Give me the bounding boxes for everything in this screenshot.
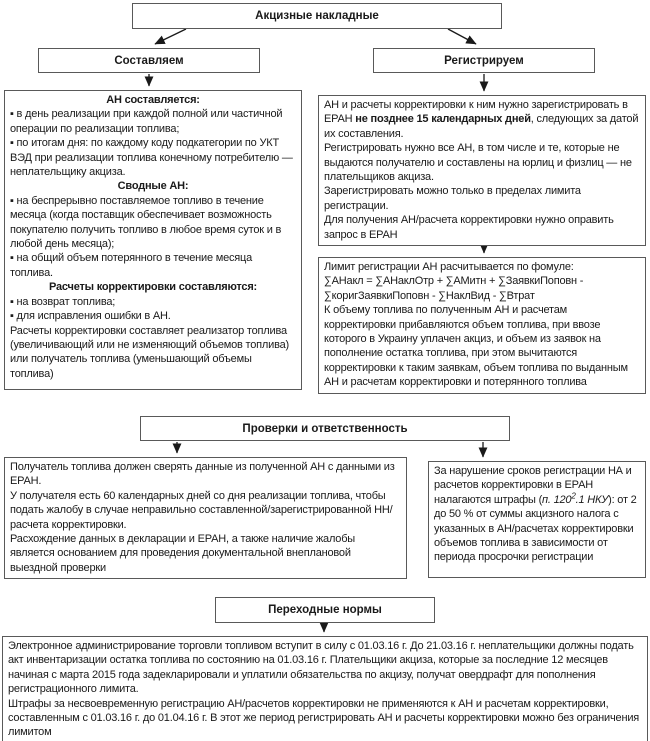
text-run: Электронное администрирование торговли топливом вступит в силу с 01.03.16 г. До 21.03.16 г. неплательщики должны подать акт инвентаризации остатка топлива по состоянию на 01.03.16 г. Плательщики акциза, которые за последние 12 месяцев начиная с марта 2015 года задекларировали и уплатили обязательства по акцизу, получат овердрафт для пополнения регистрационного лимита. xyxy=(8,640,634,696)
text-run: Для получения АН/расчета корректировки нужно оправить запрос в ЕРАН xyxy=(324,214,614,241)
text-run: Лимит регистрации АН расчитывается по фомуле: xyxy=(324,261,574,273)
paragraph xyxy=(324,213,640,242)
paragraph xyxy=(434,464,640,565)
limit-formula-node xyxy=(318,257,646,394)
text-run: ▪ на беспрерывно поставляемое топливо в течение месяца (когда поставщик обеспечивает возможность покупателю получить топливо в любое время суток и в любой день месяца); xyxy=(10,194,282,251)
paragraph xyxy=(10,107,296,136)
paragraph xyxy=(324,98,640,141)
compose-detail-node xyxy=(4,90,302,390)
checks-node xyxy=(140,416,510,441)
register-node xyxy=(373,48,595,73)
text-run: ∑АНакл = ∑АНаклОтр + ∑АМитн + ∑ЗаявкиПоповн - ∑коригЗаявкиПоповн - ∑НаклВид - ∑Втрат xyxy=(324,275,584,302)
text-run: п. 120 xyxy=(542,493,572,506)
text-run: За нарушение сроков регистрации НА и расчетов корректировки в ЕРАН налагаются штрафы ( xyxy=(434,465,632,506)
paragraph xyxy=(8,697,642,740)
paragraph xyxy=(324,274,640,303)
paragraph xyxy=(10,324,296,382)
paragraph xyxy=(10,532,401,575)
title-label: Акцизные накладные xyxy=(255,10,379,22)
text-run: .1 НКУ xyxy=(575,493,609,506)
paragraph xyxy=(324,141,640,184)
text-run: Расчеты корректировки составляются: xyxy=(48,281,258,294)
text-run: Сводные АН: xyxy=(117,180,189,193)
paragraph xyxy=(10,194,296,252)
compose-node xyxy=(38,48,260,73)
paragraph xyxy=(10,93,296,107)
title-node xyxy=(132,3,502,29)
text-run: ▪ для исправления ошибки в АН. xyxy=(10,310,171,323)
text-run: ▪ на возврат топлива; xyxy=(10,295,116,308)
paragraph xyxy=(324,184,640,213)
verify-detail-node xyxy=(4,457,407,579)
paragraph xyxy=(324,303,640,389)
paragraph xyxy=(10,136,296,179)
text-run: Расхождение данных в декларации и ЕРАН, а также наличие жалобы является основанием для проведения документальной внеплановой выездной проверки xyxy=(10,533,356,574)
text-run: , следующих за датой их составления. xyxy=(324,113,639,140)
paragraph xyxy=(10,295,296,309)
text-run: Штрафы за несвоевременную регистрацию АН/расчетов корректировки не применяются к АН и расчетам корректировки, составленным с 01.03.16 г. до 01.04.16 г. В этот же период регистрировать АН и расчеты корректировки можно без ограничения лимитом xyxy=(8,697,640,739)
text-run: К объему топлива по полученным АН и расчетам корректировки прибавляются объем топлива, при ввозе которого в Украину уплачен акциз, и объем из заявок на пополнение остатка топлива, при этом вычитаются корректировки к таким заявкам, объем топлива по выданным АН и расчетам корректировки и потерянного топлива xyxy=(324,304,628,389)
text-run: АН и расчеты корректировки к ним нужно зарегистрировать в ЕРАН xyxy=(324,99,628,126)
register-detail-node xyxy=(318,95,646,246)
paragraph xyxy=(10,179,296,193)
text-run: Расчеты корректировки составляет реализатор топлива (увеличивающий или не изменяющий объемов топлива) или получатель топлива (уменьшающий объемы топлива) xyxy=(10,324,289,380)
text-run: Получатель топлива должен сверять данные из полученной АН с данными из ЕРАН. xyxy=(10,461,395,488)
text-run: не позднее 15 календарных дней xyxy=(355,113,531,126)
compose-label: Составляем xyxy=(114,54,184,67)
text-run: 2 xyxy=(571,491,576,501)
paragraph xyxy=(10,251,296,280)
text-run: ): от 2 до 50 % от суммы акцизного налога с указанных в АН/расчетах корректировки объемов топлива в зависимости от периода просрочки регистрации xyxy=(434,493,637,564)
paragraph xyxy=(10,309,296,323)
paragraph xyxy=(8,639,642,697)
paragraph xyxy=(10,280,296,294)
paragraph xyxy=(324,260,640,274)
transition-label: Переходные нормы xyxy=(268,604,382,616)
paragraph xyxy=(10,460,401,489)
transition-node xyxy=(215,597,435,623)
arrow-title-to-compose xyxy=(155,29,186,44)
fines-detail-node xyxy=(428,461,646,578)
text-run: ▪ по итогам дня: по каждому коду подкатегории по УКТ ВЭД при реализации топлива конечному потребителю — неплательщику акциза. xyxy=(10,137,293,179)
paragraph xyxy=(10,489,401,532)
text-run: ▪ в день реализации при каждой полной или частичной операции по реализации топлива; xyxy=(10,108,283,135)
final-detail-node xyxy=(2,636,648,741)
register-label: Регистрируем xyxy=(444,54,524,67)
text-run: Зарегистрировать можно только в пределах лимита регистрации. xyxy=(324,185,581,212)
text-run: АН составляется: xyxy=(106,94,200,106)
text-run: У получателя есть 60 календарных дней со дня реализации топлива, чтобы подать жалобу в случае неправильно составленной/зарегистрированной НН/расчета корректировки. xyxy=(10,489,393,531)
text-run: ▪ на общий объем потерянного в течение месяца топлива. xyxy=(10,252,253,279)
checks-label: Проверки и ответственность xyxy=(242,422,408,435)
text-run: Регистрировать нужно все АН, в том числе и те, которые не выдаются получателю и составлены на юрлиц и физлиц — не плательщиков акциза. xyxy=(324,142,632,184)
arrow-title-to-register xyxy=(448,29,476,44)
